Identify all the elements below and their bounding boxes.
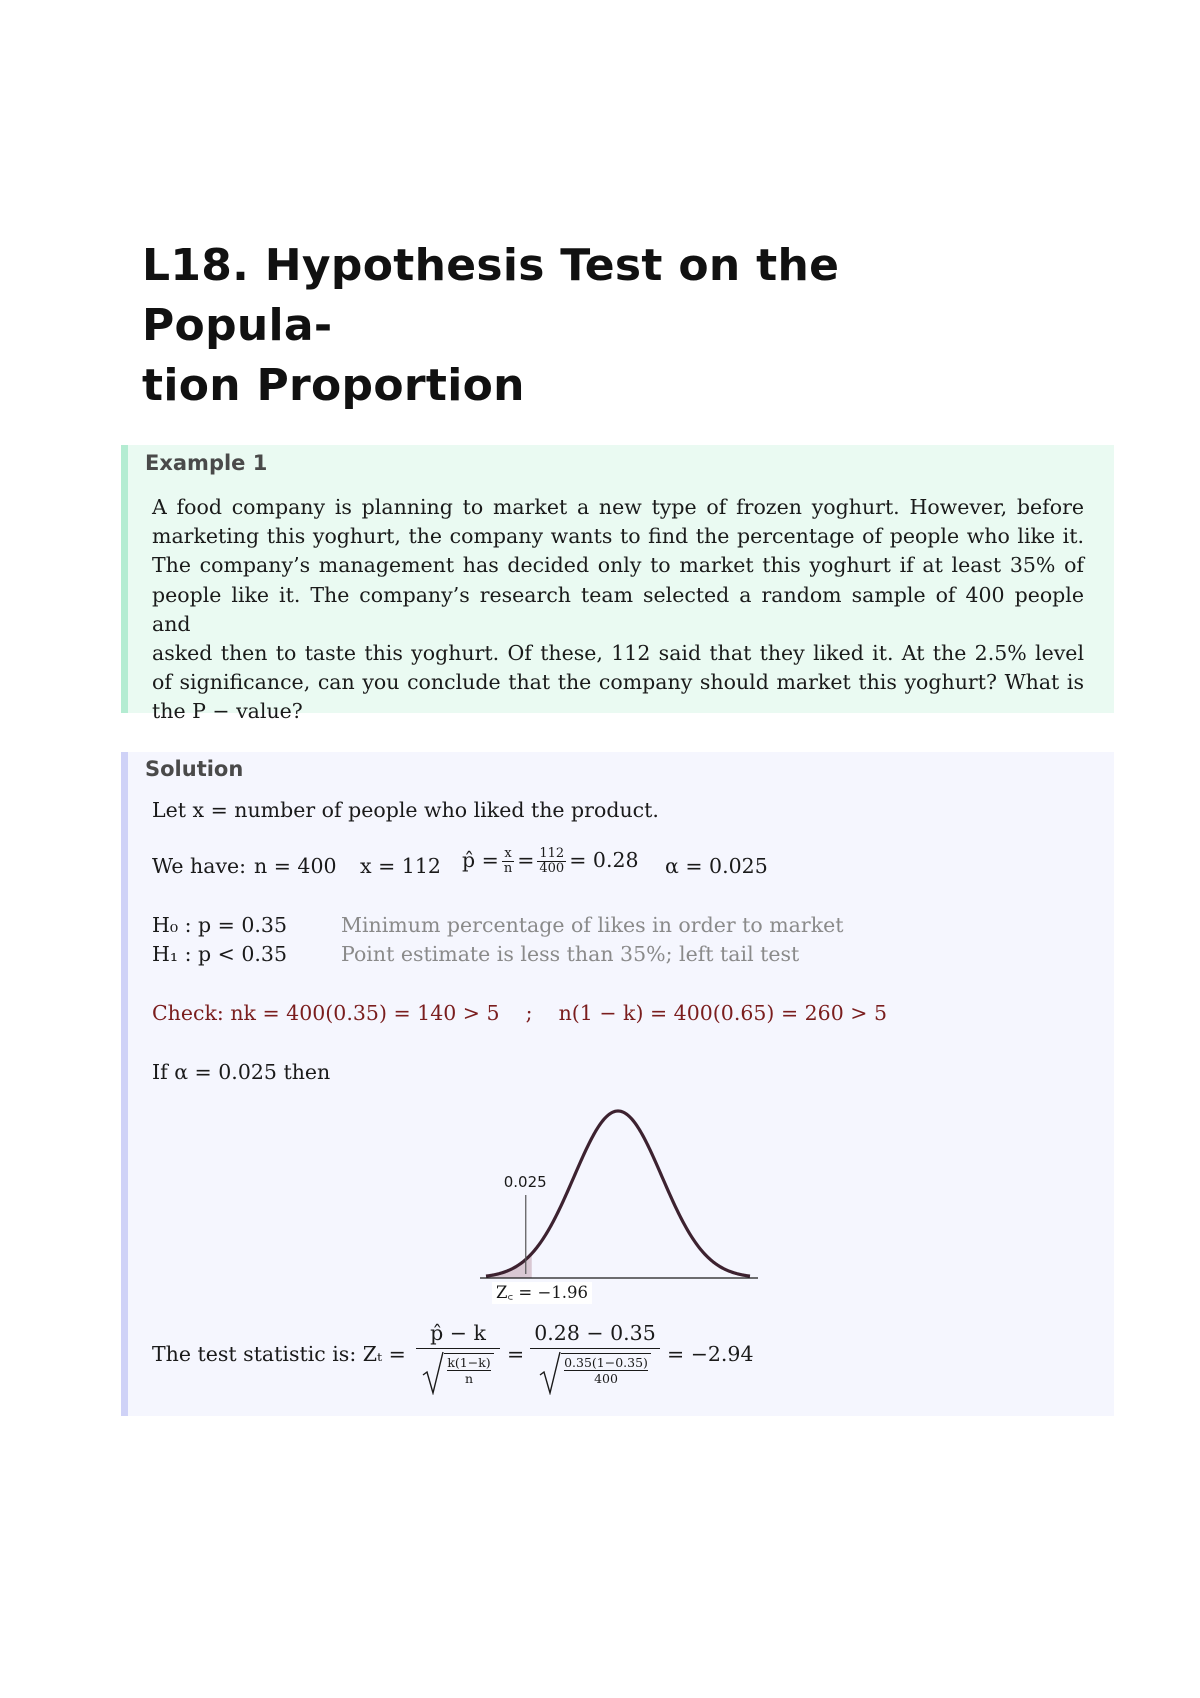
alternative-hypothesis: H₁ : p < 0.35 bbox=[152, 942, 288, 966]
solution-heading: Solution bbox=[145, 757, 244, 781]
fraction-numerator: x bbox=[502, 847, 514, 862]
null-hypothesis: H₀ : p = 0.35 bbox=[152, 913, 288, 937]
normal-distribution-chart bbox=[480, 1095, 760, 1305]
test-statistic-lead: The test statistic is: Zₜ = bbox=[152, 1342, 406, 1366]
example-line-6: of significance, can you conclude that the company should market this yoghurt? What is bbox=[152, 670, 1084, 695]
example-line-4: people like it. The company’s research team selected a random sample of 400 people and bbox=[152, 582, 1084, 636]
fraction-denominator: 400 bbox=[539, 861, 565, 876]
sample-size-check: Check: nk = 400(0.35) = 140 > 5 ; n(1 − k) = 400(0.65) = 260 > 5 bbox=[152, 1001, 888, 1025]
critical-value-label: Z꜀ = −1.96 bbox=[496, 1283, 589, 1302]
test-statistic-numeric bbox=[530, 1318, 660, 1388]
example-line-5: asked then to taste this yoghurt. Of these, 112 said that they liked it. At the 2.5% level bbox=[152, 641, 1084, 666]
significance-level: α = 0.025 bbox=[665, 854, 768, 878]
point-estimate bbox=[462, 847, 639, 876]
formula-sqrt bbox=[422, 1353, 493, 1388]
sqrt-sign bbox=[539, 1351, 561, 1395]
test-statistic-result: = −2.94 bbox=[667, 1342, 754, 1366]
phat-fraction-symbolic bbox=[502, 847, 514, 876]
null-hypothesis-note: Minimum percentage of likes in order to market bbox=[341, 913, 844, 937]
we-have-label: We have: bbox=[152, 854, 247, 878]
fraction-bar bbox=[416, 1348, 500, 1349]
formula-numerator: p̂ − k bbox=[430, 1321, 486, 1345]
example-line-1: A food company is planning to market a new type of frozen yoghurt. However, before bbox=[152, 495, 1084, 519]
sqrt-denominator: 400 bbox=[594, 1371, 618, 1386]
example-text bbox=[152, 493, 1084, 727]
example-line-7: the P − value? bbox=[152, 699, 303, 724]
example-line-2: marketing this yoghurt, the company wants to find the percentage of people who like it. bbox=[152, 524, 1084, 549]
fraction-numerator: 112 bbox=[539, 846, 565, 861]
tail-area-label: 0.025 bbox=[503, 1173, 547, 1191]
test-statistic-formula bbox=[416, 1318, 500, 1388]
alpha-condition: If α = 0.025 then bbox=[152, 1060, 331, 1084]
phat-result: = 0.28 bbox=[569, 848, 639, 872]
sqrt-numerator: 0.35(1−0.35) bbox=[564, 1355, 648, 1370]
phat-symbol: p̂ = bbox=[462, 848, 499, 872]
phat-fraction-numeric bbox=[537, 847, 566, 876]
equals-sign: = bbox=[517, 848, 535, 872]
example-heading: Example 1 bbox=[145, 451, 268, 475]
sqrt-sign bbox=[422, 1351, 444, 1395]
numeric-sqrt bbox=[539, 1353, 651, 1388]
let-statement: Let x = number of people who liked the product. bbox=[152, 798, 659, 822]
success-count: x = 112 bbox=[360, 854, 441, 878]
fraction-bar bbox=[530, 1348, 660, 1349]
sqrt-numerator: k(1−k) bbox=[447, 1355, 491, 1370]
fraction-denominator: n bbox=[503, 861, 513, 876]
hypotheses bbox=[152, 913, 852, 973]
alternative-hypothesis-note: Point estimate is less than 35%; left tail test bbox=[341, 942, 800, 966]
equals-sign: = bbox=[507, 1342, 525, 1366]
page-title-line-2: tion Proportion bbox=[142, 360, 525, 411]
sqrt-denominator: n bbox=[464, 1371, 474, 1386]
example-line-3: The company’s management has decided only to market this yoghurt if at least 35% of bbox=[152, 553, 1084, 578]
page-title-line-1: L18. Hypothesis Test on the Popula- bbox=[142, 240, 840, 351]
page-title bbox=[142, 236, 1022, 416]
sample-size: n = 400 bbox=[254, 854, 337, 878]
numeric-numerator: 0.28 − 0.35 bbox=[534, 1321, 656, 1345]
